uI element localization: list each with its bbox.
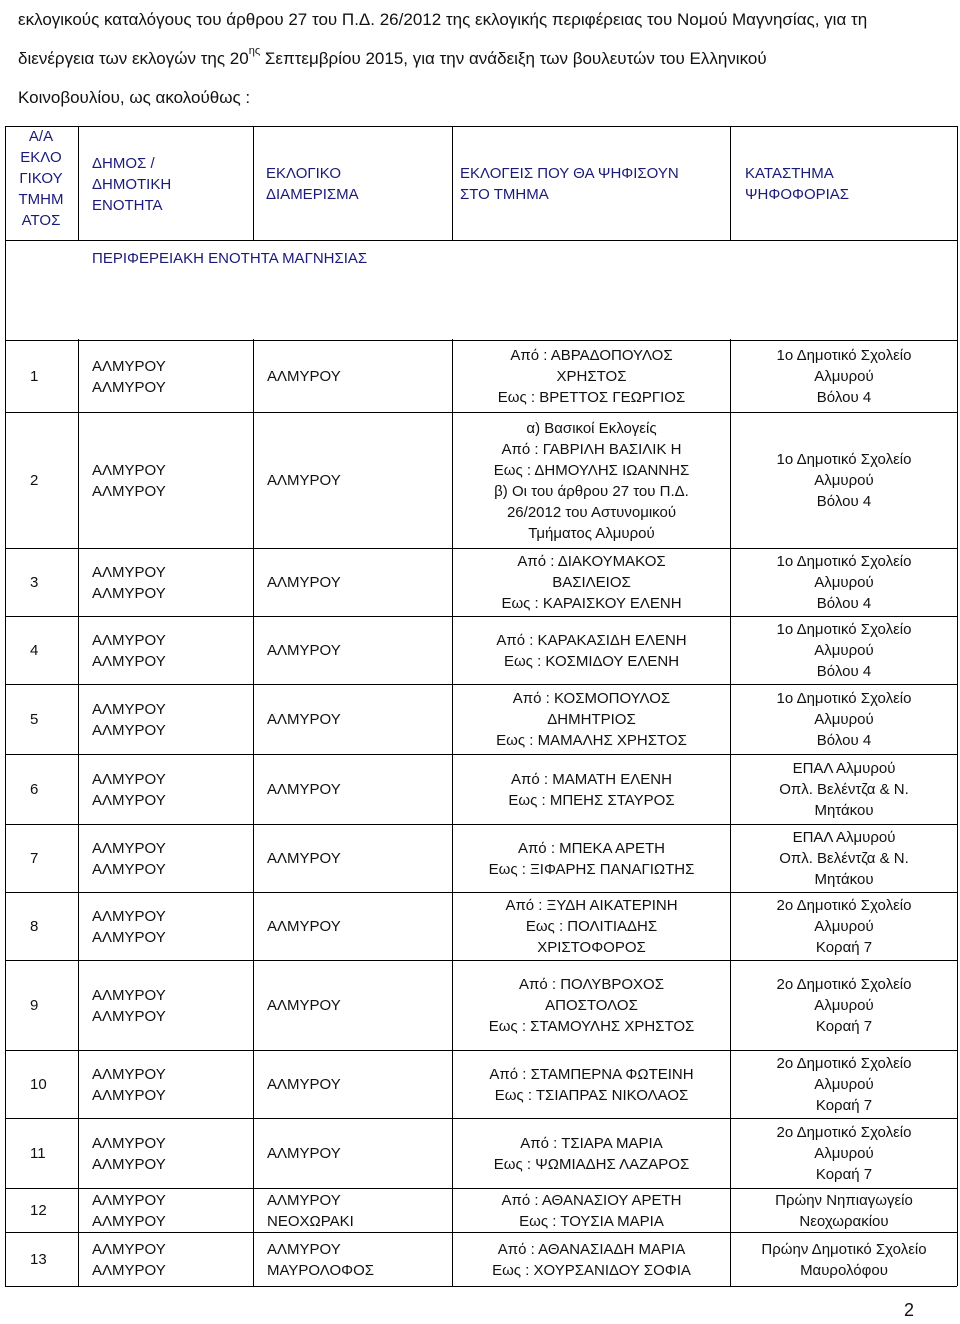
row-number (6, 413, 78, 548)
row-diamerisma (254, 1233, 452, 1286)
intro-line-2-pre: διενέργεια των εκλογών της 20 (18, 49, 249, 68)
row-dimos (79, 1051, 253, 1118)
row-diamerisma-line: ΑΛΜΥΡΟΥ (267, 711, 341, 728)
row-polling-place-line: Βόλου 4 (816, 663, 872, 680)
header-dimos-line: ΕΝΟΤΗΤΑ (92, 197, 163, 214)
row-dimos-line: ΑΛΜΥΡΟΥ (92, 482, 166, 500)
table-column-rule (957, 126, 958, 1286)
row-number-value: 12 (30, 1202, 47, 1219)
row-diamerisma-line: ΑΛΜΥΡΟΥ (267, 1240, 341, 1258)
row-dimos-line: ΑΛΜΥΡΟΥ (92, 1134, 166, 1152)
row-polling-place-line: Βόλου 4 (816, 493, 872, 510)
row-diamerisma (254, 685, 452, 754)
row-polling-place-line: 1ο Δημοτικό Σχολείο (776, 347, 912, 364)
row-diamerisma (254, 341, 452, 412)
row-dimos (79, 755, 253, 824)
row-number (6, 685, 78, 754)
row-dimos-line: ΑΛΜΥΡΟΥ (92, 986, 166, 1004)
row-voters-line: Εως : ΠΟΛΙΤΙΑΔΗΣ (525, 918, 658, 935)
header-diamerisma (266, 163, 359, 205)
row-polling-place-line: Κοραή 7 (815, 1097, 873, 1114)
row-voters-line: Τμήματος Αλμυρού (528, 524, 655, 542)
row-polling-place (731, 825, 957, 892)
row-voters-line: Εως : ΜΠΕΗΣ ΣΤΑΥΡΟΣ (508, 791, 675, 809)
row-diamerisma-line: ΑΛΜΥΡΟΥ (267, 1076, 341, 1093)
row-voters (453, 961, 730, 1050)
row-voters-line: Εως : ΤΟΥΣΙΑ ΜΑΡΙΑ (519, 1212, 664, 1230)
row-polling-place-line: Οπλ. Βελέντζα & Ν. (779, 781, 909, 798)
row-polling-place (731, 1051, 957, 1118)
row-dimos-line: ΑΛΜΥΡΟΥ (92, 791, 166, 809)
row-dimos (79, 685, 253, 754)
row-voters (453, 549, 730, 616)
intro-line-2 (18, 39, 948, 78)
row-polling-place-line: Κοραή 7 (815, 939, 873, 956)
row-polling-place-line: Μητάκου (814, 802, 874, 819)
row-dimos-line: ΑΛΜΥΡΟΥ (92, 461, 166, 479)
row-voters (453, 685, 730, 754)
row-polling-place-line: Βόλου 4 (816, 389, 872, 406)
row-number (6, 825, 78, 892)
row-voters (453, 755, 730, 824)
row-number-value: 1 (30, 368, 39, 385)
row-diamerisma (254, 961, 452, 1050)
row-polling-place-line: 1ο Δημοτικό Σχολείο (776, 621, 912, 638)
row-dimos (79, 1119, 253, 1188)
row-voters-line: Από : ΓΑΒΡΙΛΗ ΒΑΣΙΛΙΚ Η (501, 440, 682, 458)
row-diamerisma (254, 617, 452, 684)
row-dimos-line: ΑΛΜΥΡΟΥ (92, 839, 166, 857)
row-dimos-line: ΑΛΜΥΡΟΥ (92, 357, 166, 375)
header-dimos-line: ΔΗΜΟΣ / (92, 155, 155, 172)
row-dimos-line: ΑΛΜΥΡΟΥ (92, 563, 166, 581)
row-number (6, 617, 78, 684)
row-polling-place-line: Αλμυρού (814, 711, 874, 728)
row-number (6, 961, 78, 1050)
row-dimos-line: ΑΛΜΥΡΟΥ (92, 860, 166, 878)
row-number (6, 549, 78, 616)
row-diamerisma (254, 549, 452, 616)
row-voters-line: ΧΡΗΣΤΟΣ (556, 368, 627, 385)
row-polling-place (731, 1119, 957, 1188)
row-polling-place-line: ΕΠΑΛ Αλμυρού (792, 829, 896, 846)
row-number-value: 4 (30, 642, 39, 659)
row-voters-line: Εως : ΣΤΑΜΟΥΛΗΣ ΧΡΗΣΤΟΣ (488, 1018, 695, 1035)
row-voters-line: β) Οι του άρθρου 27 του Π.Δ. (494, 482, 689, 500)
row-number-value: 5 (30, 711, 39, 728)
row-polling-place-line: Πρώην Δημοτικό Σχολείο (761, 1240, 927, 1258)
row-polling-place (731, 341, 957, 412)
row-voters (453, 1119, 730, 1188)
header-katastima (745, 163, 849, 205)
row-diamerisma-line: ΑΛΜΥΡΟΥ (267, 472, 341, 489)
row-number-value: 7 (30, 850, 39, 867)
row-voters-line: ΑΠΟΣΤΟΛΟΣ (545, 997, 638, 1014)
row-polling-place (731, 961, 957, 1050)
row-number-value: 11 (30, 1145, 46, 1162)
row-voters (453, 413, 730, 548)
row-dimos-line: ΑΛΜΥΡΟΥ (92, 1155, 166, 1173)
row-dimos-line: ΑΛΜΥΡΟΥ (92, 652, 166, 670)
row-dimos (79, 1233, 253, 1286)
row-number (6, 1233, 78, 1286)
row-number-value: 9 (30, 997, 39, 1014)
row-diamerisma-line: ΜΑΥΡΟΛΟΦΟΣ (267, 1261, 375, 1279)
row-polling-place-line: Αλμυρού (814, 1076, 874, 1093)
row-polling-place-line: Κοραή 7 (815, 1018, 873, 1035)
row-voters-line: ΧΡΙΣΤΟΦΟΡΟΣ (537, 939, 646, 956)
row-polling-place-line: Αλμυρού (814, 368, 874, 385)
row-voters-line: ΒΑΣΙΛΕΙΟΣ (552, 574, 631, 591)
row-diamerisma (254, 413, 452, 548)
row-polling-place-line: Αλμυρού (814, 642, 874, 659)
row-dimos (79, 341, 253, 412)
row-diamerisma-line: ΑΛΜΥΡΟΥ (267, 1191, 341, 1209)
row-polling-place-line: 1ο Δημοτικό Σχολείο (776, 553, 912, 570)
row-voters-line: 26/2012 του Αστυνομικού (506, 503, 677, 521)
row-voters-line: Από : ΠΟΛΥΒΡΟΧΟΣ (519, 976, 664, 993)
row-diamerisma-line: ΑΛΜΥΡΟΥ (267, 574, 341, 591)
row-dimos-line: ΑΛΜΥΡΟΥ (92, 700, 166, 718)
row-dimos (79, 893, 253, 960)
table-rule (5, 126, 957, 127)
header-aa-line: ΕΚΛΟ (20, 149, 62, 166)
intro-line-3: Κοινοβουλίου, ως ακολούθως : (18, 88, 251, 107)
row-dimos-line: ΑΛΜΥΡΟΥ (92, 1086, 166, 1104)
row-dimos-line: ΑΛΜΥΡΟΥ (92, 1191, 166, 1209)
row-voters-line: Εως : ΜΑΜΑΛΗΣ ΧΡΗΣΤΟΣ (496, 732, 687, 749)
row-polling-place-line: Αλμυρού (814, 574, 874, 591)
row-polling-place-line: Αλμυρού (814, 1145, 874, 1162)
row-dimos (79, 413, 253, 548)
row-dimos-line: ΑΛΜΥΡΟΥ (92, 1007, 166, 1025)
row-diamerisma (254, 825, 452, 892)
row-dimos-line: ΑΛΜΥΡΟΥ (92, 1065, 166, 1083)
header-diamerisma-line: ΔΙΑΜΕΡΙΣΜΑ (266, 186, 359, 203)
row-voters (453, 825, 730, 892)
row-dimos-line: ΑΛΜΥΡΟΥ (92, 1261, 166, 1279)
row-voters-line: Εως : ΚΟΣΜΙΔΟΥ ΕΛΕΝΗ (503, 652, 680, 670)
row-voters (453, 617, 730, 684)
header-katastima-line: ΚΑΤΑΣΤΗΜΑ (745, 165, 834, 182)
header-aa-line: Α/Α (28, 128, 54, 145)
row-polling-place-line: Αλμυρού (814, 997, 874, 1014)
row-polling-place-line: 2ο Δημοτικό Σχολείο (776, 897, 912, 914)
row-diamerisma (254, 755, 452, 824)
row-number (6, 1189, 78, 1232)
row-dimos (79, 1189, 253, 1232)
row-voters-line: Εως : ΞΙΦΑΡΗΣ ΠΑΝΑΓΙΩΤΗΣ (488, 860, 695, 878)
row-voters-line: Από : ΚΟΣΜΟΠΟΥΛΟΣ (512, 690, 671, 707)
intro-line-2-post: Σεπτεμβρίου 2015, για την ανάδειξη των βουλευτών του Ελληνικού (260, 49, 767, 68)
row-dimos-line: ΑΛΜΥΡΟΥ (92, 928, 166, 946)
page-number: 2 (903, 1300, 914, 1320)
row-diamerisma (254, 1119, 452, 1188)
row-polling-place (731, 617, 957, 684)
row-polling-place-line: Νεοχωρακίου (799, 1212, 889, 1230)
row-dimos (79, 961, 253, 1050)
header-aa-line: ΑΤΟΣ (21, 212, 61, 229)
row-diamerisma-line: ΑΛΜΥΡΟΥ (267, 997, 341, 1014)
intro-paragraph (18, 0, 948, 117)
header-eklogeis-line: ΕΚΛΟΓΕΙΣ ΠΟΥ ΘΑ ΨΗΦΙΣΟΥΝ (460, 165, 679, 182)
row-polling-place-line: 2ο Δημοτικό Σχολείο (776, 1124, 912, 1141)
header-eklogeis (460, 163, 679, 205)
row-dimos-line: ΑΛΜΥΡΟΥ (92, 1212, 166, 1230)
row-dimos-line: ΑΛΜΥΡΟΥ (92, 631, 166, 649)
row-polling-place (731, 685, 957, 754)
row-dimos-line: ΑΛΜΥΡΟΥ (92, 378, 166, 396)
row-polling-place (731, 549, 957, 616)
row-number (6, 1119, 78, 1188)
row-dimos-line: ΑΛΜΥΡΟΥ (92, 584, 166, 602)
row-polling-place-line: Αλμυρού (814, 472, 874, 489)
row-diamerisma-line: ΑΛΜΥΡΟΥ (267, 918, 341, 935)
row-polling-place (731, 1233, 957, 1286)
row-voters-line: Από : ΑΘΑΝΑΣΙΟΥ ΑΡΕΤΗ (501, 1191, 682, 1209)
row-polling-place (731, 755, 957, 824)
row-voters-line: Εως : ΤΣΙΑΠΡΑΣ ΝΙΚΟΛΑΟΣ (494, 1086, 689, 1104)
row-diamerisma (254, 1189, 452, 1232)
row-voters-line: Από : ΑΒΡΑΔΟΠΟΥΛΟΣ (510, 347, 673, 364)
row-polling-place-line: Πρώην Νηπιαγωγείο (775, 1191, 913, 1209)
row-number-value: 3 (30, 574, 39, 591)
row-polling-place-line: Βόλου 4 (816, 595, 872, 612)
row-diamerisma-line: ΑΛΜΥΡΟΥ (267, 850, 341, 867)
row-voters-line: Εως : ΔΗΜΟΥΛΗΣ ΙΩΑΝΝΗΣ (493, 461, 690, 479)
row-voters-line: Από : ΔΙΑΚΟΥΜΑΚΟΣ (517, 553, 666, 570)
row-polling-place-line: Κοραή 7 (815, 1166, 873, 1183)
row-number (6, 893, 78, 960)
row-dimos-line: ΑΛΜΥΡΟΥ (92, 770, 166, 788)
row-voters-line: Εως : ΧΟΥΡΣΑΝΙΔΟΥ ΣΟΦΙΑ (492, 1261, 691, 1279)
row-polling-place (731, 893, 957, 960)
row-voters-line: Από : ΜΑΜΑΤΗ ΕΛΕΝΗ (511, 770, 672, 788)
row-dimos (79, 825, 253, 892)
row-voters-line: Από : ΣΤΑΜΠΕΡΝΑ ΦΩΤΕΙΝΗ (489, 1065, 694, 1083)
row-voters-line: Από : ΤΣΙΑΡΑ ΜΑΡΙΑ (520, 1134, 663, 1152)
header-aa-line: ΓΙΚΟΥ (19, 170, 63, 187)
row-polling-place-line: 2ο Δημοτικό Σχολείο (776, 976, 912, 993)
row-diamerisma-line: ΑΛΜΥΡΟΥ (267, 642, 341, 659)
row-number-value: 13 (30, 1251, 47, 1268)
row-dimos (79, 617, 253, 684)
intro-line-1: εκλογικούς καταλόγους του άρθρου 27 του Π.Δ. 26/2012 της εκλογικής περιφέρειας του Νομού Μαγνησίας, για τη (18, 10, 868, 29)
row-polling-place-line: Μητάκου (814, 871, 874, 888)
row-polling-place-line: 2ο Δημοτικό Σχολείο (776, 1055, 912, 1072)
row-diamerisma (254, 1051, 452, 1118)
row-dimos-line: ΑΛΜΥΡΟΥ (92, 907, 166, 925)
row-number-value: 8 (30, 918, 39, 935)
header-aa (8, 126, 74, 231)
region-title: ΠΕΡΙΦΕΡΕΙΑΚΗ ΕΝΟΤΗΤΑ ΜΑΓΝΗΣΙΑΣ (92, 250, 368, 267)
row-voters-line: Εως : ΚΑΡΑΙΣΚΟΥ ΕΛΕΝΗ (501, 595, 682, 612)
row-polling-place-line: Αλμυρού (814, 918, 874, 935)
row-voters-line: α) Βασικοί Εκλογείς (526, 419, 657, 437)
row-number-value: 10 (30, 1076, 47, 1093)
row-polling-place (731, 1189, 957, 1232)
row-number-value: 6 (30, 781, 39, 798)
row-polling-place-line: ΕΠΑΛ Αλμυρού (792, 760, 896, 777)
row-dimos (79, 549, 253, 616)
row-polling-place-line: 1ο Δημοτικό Σχολείο (776, 451, 912, 468)
row-voters (453, 1051, 730, 1118)
row-diamerisma-line: ΑΛΜΥΡΟΥ (267, 368, 341, 385)
row-diamerisma (254, 893, 452, 960)
row-voters (453, 1233, 730, 1286)
header-katastima-line: ΨΗΦΟΦΟΡΙΑΣ (745, 186, 850, 203)
row-polling-place-line: Βόλου 4 (816, 732, 872, 749)
row-dimos-line: ΑΛΜΥΡΟΥ (92, 1240, 166, 1258)
row-number (6, 755, 78, 824)
row-voters-line: Από : ΜΠΕΚΑ ΑΡΕΤΗ (517, 839, 666, 857)
row-diamerisma-line: ΑΛΜΥΡΟΥ (267, 1145, 341, 1162)
row-voters-line: ΔΗΜΗΤΡΙΟΣ (547, 711, 636, 728)
row-polling-place-line: Οπλ. Βελέντζα & Ν. (779, 850, 909, 867)
header-dimos-line: ΔΗΜΟΤΙΚΗ (92, 176, 172, 193)
header-diamerisma-line: ΕΚΛΟΓΙΚΟ (266, 165, 342, 182)
row-number (6, 1051, 78, 1118)
row-voters (453, 893, 730, 960)
row-voters-line: Από : ΑΘΑΝΑΣΙΑΔΗ ΜΑΡΙΑ (497, 1240, 686, 1258)
row-diamerisma-line: ΑΛΜΥΡΟΥ (267, 781, 341, 798)
row-voters (453, 341, 730, 412)
row-dimos-line: ΑΛΜΥΡΟΥ (92, 721, 166, 739)
intro-line-2-sup: ης (248, 45, 261, 57)
row-number (6, 341, 78, 412)
row-polling-place-line: 1ο Δημοτικό Σχολείο (776, 690, 912, 707)
row-polling-place (731, 413, 957, 548)
row-voters (453, 1189, 730, 1232)
row-voters-line: Από : ΞΥΔΗ ΑΙΚΑΤΕΡΙΝΗ (505, 897, 678, 914)
header-dimos (92, 153, 171, 216)
header-aa-line: ΤΜΗΜ (18, 191, 64, 208)
table-rule (5, 1286, 957, 1287)
row-voters-line: Εως : ΨΩΜΙΑΔΗΣ ΛΑΖΑΡΟΣ (493, 1155, 690, 1173)
row-number-value: 2 (30, 472, 39, 489)
header-eklogeis-line: ΣΤΟ ΤΜΗΜΑ (460, 186, 549, 203)
row-voters-line: Από : ΚΑΡΑΚΑΣΙΔΗ ΕΛΕΝΗ (496, 631, 687, 649)
row-diamerisma-line: ΝΕΟΧΩΡΑΚΙ (267, 1212, 354, 1230)
row-polling-place-line: Μαυρολόφου (800, 1261, 888, 1279)
row-voters-line: Εως : ΒΡΕΤΤΟΣ ΓΕΩΡΓΙΟΣ (497, 389, 686, 406)
